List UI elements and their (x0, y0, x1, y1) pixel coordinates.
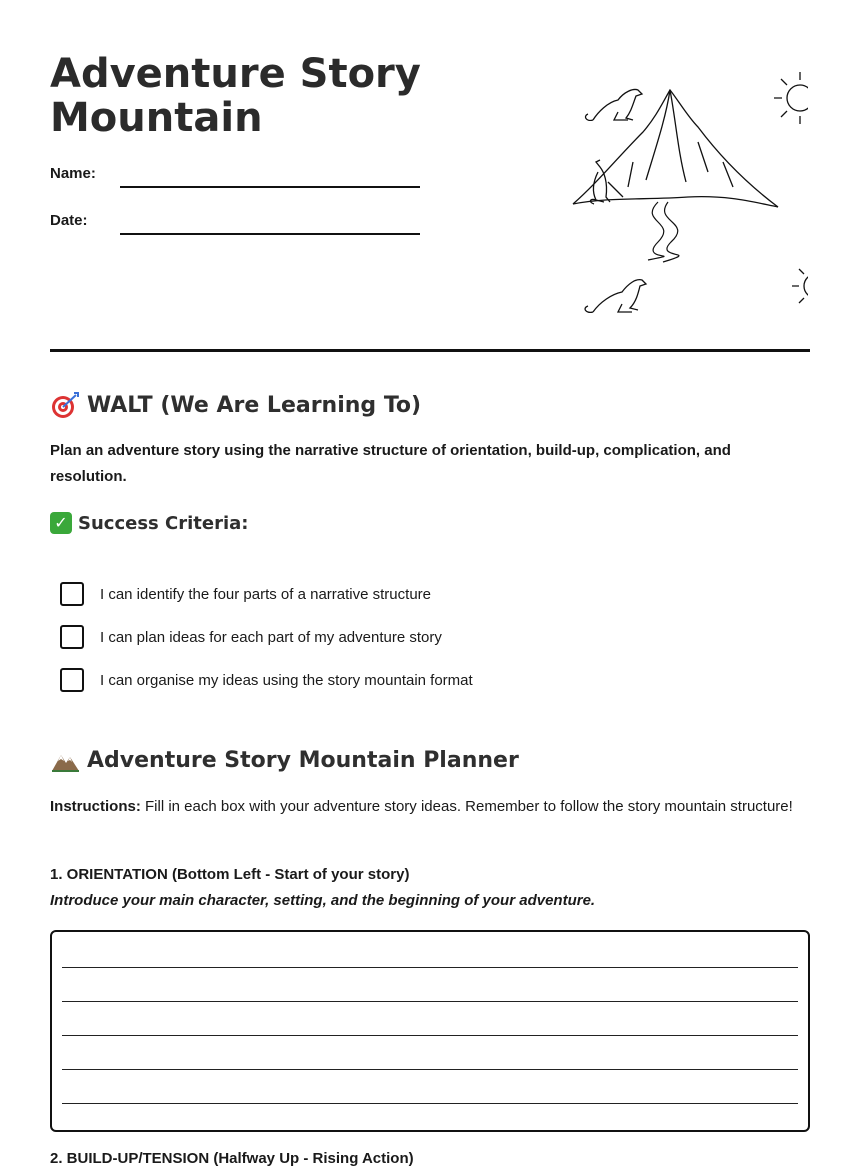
check-mark-icon: ✓ (50, 512, 72, 534)
orientation-description: Introduce your main character, setting, and the beginning of your adventure. (50, 892, 596, 909)
criteria-checkbox[interactable] (60, 625, 84, 649)
kangaroo-drawing-bottom (585, 280, 646, 313)
writing-line[interactable] (62, 1035, 798, 1036)
walt-statement: Plan an adventure story using the narrative structure of orientation, build-up, complication, and resolution. (50, 442, 731, 485)
sun-drawing-top (774, 72, 808, 124)
writing-line[interactable] (62, 967, 798, 968)
instructions-body: Fill in each box with your adventure story ideas. Remember to follow the story mountain structure! (140, 798, 793, 815)
sun-drawing-bottom (792, 262, 808, 310)
kangaroo-drawing-top (586, 89, 642, 120)
date-label: Date: (50, 212, 88, 229)
page-title: Adventure Story Mountain (50, 51, 421, 141)
criteria-label: I can organise my ideas using the story mountain format (100, 671, 473, 689)
header-divider (50, 349, 810, 352)
mountain-icon (50, 745, 80, 775)
name-label: Name: (50, 165, 96, 182)
success-criteria-heading-text: Success Criteria: (78, 512, 249, 534)
success-criteria-heading (50, 512, 248, 534)
criteria-item[interactable] (60, 582, 431, 606)
walt-heading (50, 390, 421, 420)
walt-heading-text: WALT (We Are Learning To) (87, 392, 422, 418)
orientation-writing-box[interactable] (50, 930, 810, 1132)
instructions-text (50, 794, 810, 820)
writing-line[interactable] (62, 1001, 798, 1002)
mountain-drawing (573, 90, 778, 262)
criteria-item[interactable] (60, 668, 473, 692)
target-icon (50, 390, 80, 420)
planner-heading (50, 745, 519, 775)
criteria-label: I can plan ideas for each part of my adventure story (100, 628, 442, 646)
criteria-checkbox[interactable] (60, 668, 84, 692)
instructions-label: Instructions: (50, 798, 141, 815)
criteria-item[interactable] (60, 625, 442, 649)
kangaroo-drawing-left (590, 160, 610, 204)
criteria-checkbox[interactable] (60, 582, 84, 606)
criteria-label: I can identify the four parts of a narrative structure (100, 585, 431, 603)
orientation-title: 1. ORIENTATION (Bottom Left - Start of your story) (50, 866, 410, 883)
date-field[interactable] (120, 233, 420, 235)
name-field[interactable] (120, 186, 420, 188)
mountain-illustration (538, 62, 808, 324)
writing-line[interactable] (62, 1103, 798, 1104)
buildup-title: 2. BUILD-UP/TENSION (Halfway Up - Rising Action) (50, 1150, 414, 1167)
writing-line[interactable] (62, 1069, 798, 1070)
planner-heading-text: Adventure Story Mountain Planner (87, 747, 519, 773)
